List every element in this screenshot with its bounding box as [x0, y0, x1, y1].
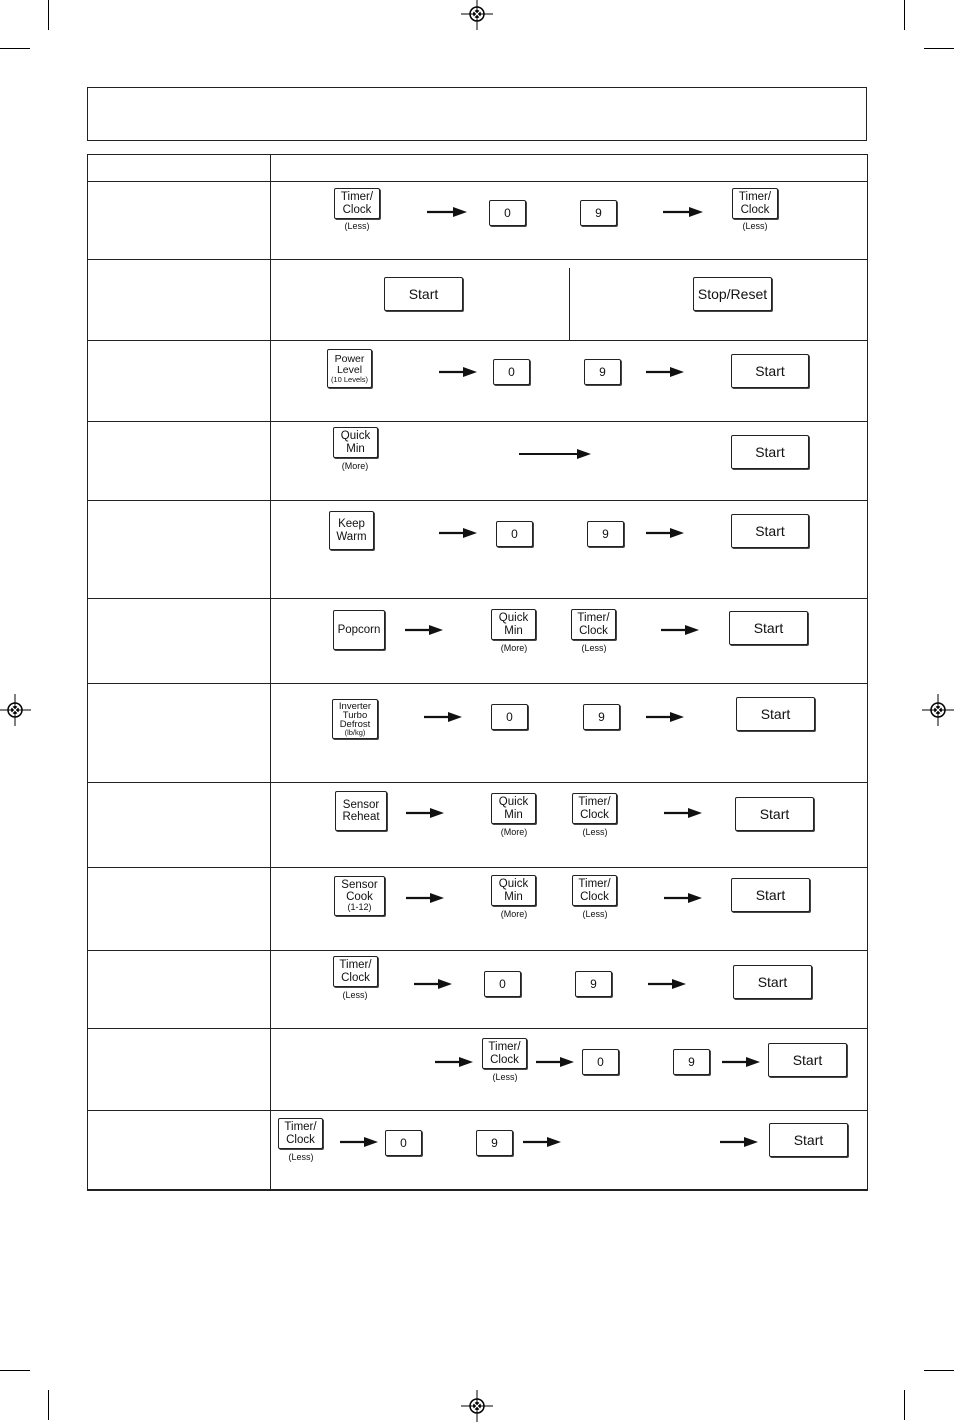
start-key[interactable]: Start	[729, 611, 808, 645]
registration-mark-icon	[461, 0, 493, 30]
digit-0-key[interactable]: 0	[489, 200, 526, 226]
arrow-right-icon	[646, 527, 684, 539]
lb-kg-label: (lb/kg)	[344, 727, 366, 737]
more-label: (More)	[500, 909, 528, 919]
less-label: (Less)	[344, 221, 370, 231]
arrow-right-icon	[663, 206, 703, 218]
arrow-right-icon	[414, 978, 452, 990]
less-label: (Less)	[742, 221, 768, 231]
arrow-right-icon	[439, 366, 477, 378]
table-row	[88, 951, 867, 1029]
start-key[interactable]: Start	[731, 878, 810, 912]
start-key[interactable]: Start	[731, 435, 809, 469]
start-key[interactable]: Start	[735, 797, 814, 831]
digit-9-key[interactable]: 9	[673, 1049, 710, 1075]
registration-mark-icon	[461, 1390, 493, 1422]
registration-mark-icon	[922, 694, 954, 726]
keep-warm-key[interactable]: Keep Warm	[329, 511, 374, 550]
quick-min-key[interactable]: Quick Min	[491, 793, 536, 824]
quick-min-key[interactable]: Quick Min	[491, 875, 536, 906]
arrow-right-icon	[406, 892, 444, 904]
quick-min-key[interactable]: Quick Min	[333, 427, 378, 458]
table-row	[88, 684, 867, 783]
digit-9-key[interactable]: 9	[476, 1130, 513, 1156]
inverter-turbo-defrost-key[interactable]	[332, 699, 378, 739]
start-key[interactable]: Start	[736, 697, 815, 731]
start-key[interactable]: Start	[731, 514, 809, 548]
operation-table	[87, 154, 868, 1191]
digit-9-key[interactable]: 9	[584, 359, 621, 385]
less-label: (Less)	[581, 643, 607, 653]
crop-mark	[904, 1390, 905, 1420]
power-level-key[interactable]	[327, 349, 372, 388]
table-header	[88, 155, 867, 182]
crop-mark	[48, 0, 49, 30]
digit-0-key[interactable]: 0	[582, 1049, 619, 1075]
timer-clock-key[interactable]: Timer/ Clock	[333, 956, 378, 987]
digit-0-key[interactable]: 0	[484, 971, 521, 997]
start-key[interactable]: Start	[768, 1043, 847, 1077]
digit-0-key[interactable]: 0	[491, 704, 528, 730]
table-row	[88, 422, 867, 501]
table-row	[88, 783, 867, 868]
less-label: (Less)	[582, 909, 608, 919]
digit-0-key[interactable]: 0	[385, 1130, 422, 1156]
timer-clock-key[interactable]: Timer/ Clock	[482, 1038, 527, 1069]
crop-mark	[0, 1370, 30, 1371]
arrow-right-icon	[405, 624, 443, 636]
arrow-right-icon	[646, 711, 684, 723]
quick-min-key[interactable]: Quick Min	[491, 609, 536, 640]
arrow-right-icon	[439, 527, 477, 539]
timer-clock-key[interactable]: Timer/ Clock	[572, 875, 617, 906]
sensor-cook-key[interactable]	[334, 876, 385, 916]
crop-mark	[904, 0, 905, 30]
start-key[interactable]: Start	[384, 277, 463, 311]
table-row	[88, 868, 867, 951]
arrow-right-icon	[720, 1136, 758, 1148]
arrow-right-icon	[536, 1056, 574, 1068]
timer-clock-key[interactable]: Timer/ Clock	[334, 188, 380, 219]
less-label: (Less)	[288, 1152, 314, 1162]
timer-clock-key[interactable]: Timer/ Clock	[278, 1118, 323, 1149]
arrow-right-icon	[664, 892, 702, 904]
start-key[interactable]: Start	[733, 965, 812, 999]
arrow-right-icon	[406, 807, 444, 819]
table-row	[88, 341, 867, 422]
start-key[interactable]: Start	[731, 354, 809, 388]
arrow-right-icon	[648, 978, 686, 990]
timer-clock-key[interactable]: Timer/ Clock	[571, 609, 616, 640]
sensor-cook-label: Sensor Cook	[341, 879, 378, 904]
arrow-right-icon	[519, 448, 591, 460]
arrow-right-icon	[661, 624, 699, 636]
arrow-right-icon	[722, 1056, 760, 1068]
table-row	[88, 501, 867, 599]
more-label: (More)	[500, 827, 528, 837]
timer-clock-key[interactable]: Timer/ Clock	[732, 188, 778, 219]
crop-mark	[924, 48, 954, 49]
table-row	[88, 1111, 867, 1189]
digit-9-key[interactable]: 9	[583, 704, 620, 730]
inverter-turbo-defrost-label: Inverter Turbo Defrost	[338, 700, 372, 730]
more-label: (More)	[500, 643, 528, 653]
title-box	[87, 87, 867, 141]
registration-mark-icon	[0, 694, 31, 726]
less-label: (Less)	[342, 990, 368, 1000]
table-row	[88, 599, 867, 684]
ten-levels-label: (10 Levels)	[330, 374, 369, 384]
power-level-label: Power Level	[334, 352, 365, 376]
crop-mark	[48, 1390, 49, 1420]
table-row	[88, 260, 867, 341]
arrow-right-icon	[435, 1056, 473, 1068]
less-label: (Less)	[492, 1072, 518, 1082]
popcorn-key[interactable]: Popcorn	[333, 610, 385, 650]
digit-0-key[interactable]: 0	[493, 359, 530, 385]
digit-0-key[interactable]: 0	[496, 521, 533, 547]
crop-mark	[0, 48, 30, 49]
arrow-right-icon	[646, 366, 684, 378]
one-twelve-label: (1-12)	[347, 902, 372, 913]
digit-9-key[interactable]: 9	[580, 200, 617, 226]
table-row	[88, 1029, 867, 1111]
arrow-right-icon	[340, 1136, 378, 1148]
sensor-reheat-key[interactable]: Sensor Reheat	[335, 791, 387, 831]
crop-mark	[924, 1370, 954, 1371]
arrow-right-icon	[664, 807, 702, 819]
more-label: (More)	[341, 461, 369, 471]
arrow-right-icon	[427, 206, 467, 218]
arrow-right-icon	[424, 711, 462, 723]
arrow-right-icon	[523, 1136, 561, 1148]
start-key[interactable]: Start	[769, 1123, 848, 1157]
stop-reset-key[interactable]: Stop/Reset	[693, 277, 772, 311]
digit-9-key[interactable]: 9	[587, 521, 624, 547]
table-row	[88, 182, 867, 260]
digit-9-key[interactable]: 9	[575, 971, 612, 997]
less-label: (Less)	[582, 827, 608, 837]
timer-clock-key[interactable]: Timer/ Clock	[572, 793, 617, 824]
